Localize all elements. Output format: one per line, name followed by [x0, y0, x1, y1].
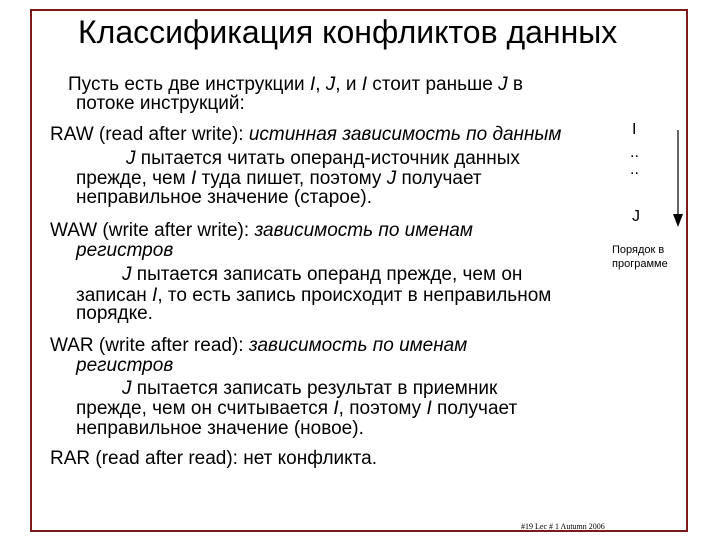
order-dots-2: .. — [630, 161, 639, 178]
raw-line-2: прежде, чем I туда пишет, поэтому J получает — [76, 168, 482, 189]
war-line-2: прежде, чем он считывается I, поэтому I получает — [76, 398, 518, 419]
war-heading-cont: регистров — [76, 355, 174, 376]
waw-heading: WAW (write after write): зависимость по именам — [50, 220, 473, 241]
order-caption-2: программе — [612, 258, 668, 270]
order-label-i: I — [632, 121, 637, 138]
war-line-1: J пытается записать результат в приемник — [122, 378, 498, 399]
war-heading: WAR (write after read): зависимость по именам — [50, 335, 468, 356]
order-caption-1: Порядок в — [612, 244, 665, 256]
raw-heading: RAW (read after write): истинная зависимость по данным — [50, 124, 562, 145]
waw-line-3: порядке. — [76, 303, 153, 324]
order-dots-1: .. — [630, 144, 639, 161]
war-line-3: неправильное значение (новое). — [76, 418, 364, 439]
raw-line-1: J пытается читать операнд-источник данных — [126, 148, 520, 169]
waw-line-1: J пытается записать операнд прежде, чем он — [122, 264, 523, 285]
slide-title: Классификация конфликтов данных — [78, 14, 618, 50]
waw-line-2: записан I, то есть запись происходит в неправильном — [76, 285, 552, 306]
intro-line-1: Пусть есть две инструкции I, J, и I стоит раньше J в — [68, 74, 523, 95]
order-label-j: J — [632, 208, 640, 225]
slide-footer: #19 Lec # 1 Autumn 2006 — [521, 522, 605, 531]
raw-line-3: неправильное значение (старое). — [76, 187, 373, 208]
down-arrow-icon — [670, 130, 686, 228]
waw-heading-cont: регистров — [76, 240, 174, 261]
intro-line-2: потоке инструкций: — [76, 93, 245, 114]
rar-line: RAR (read after read): нет конфликта. — [50, 448, 378, 469]
